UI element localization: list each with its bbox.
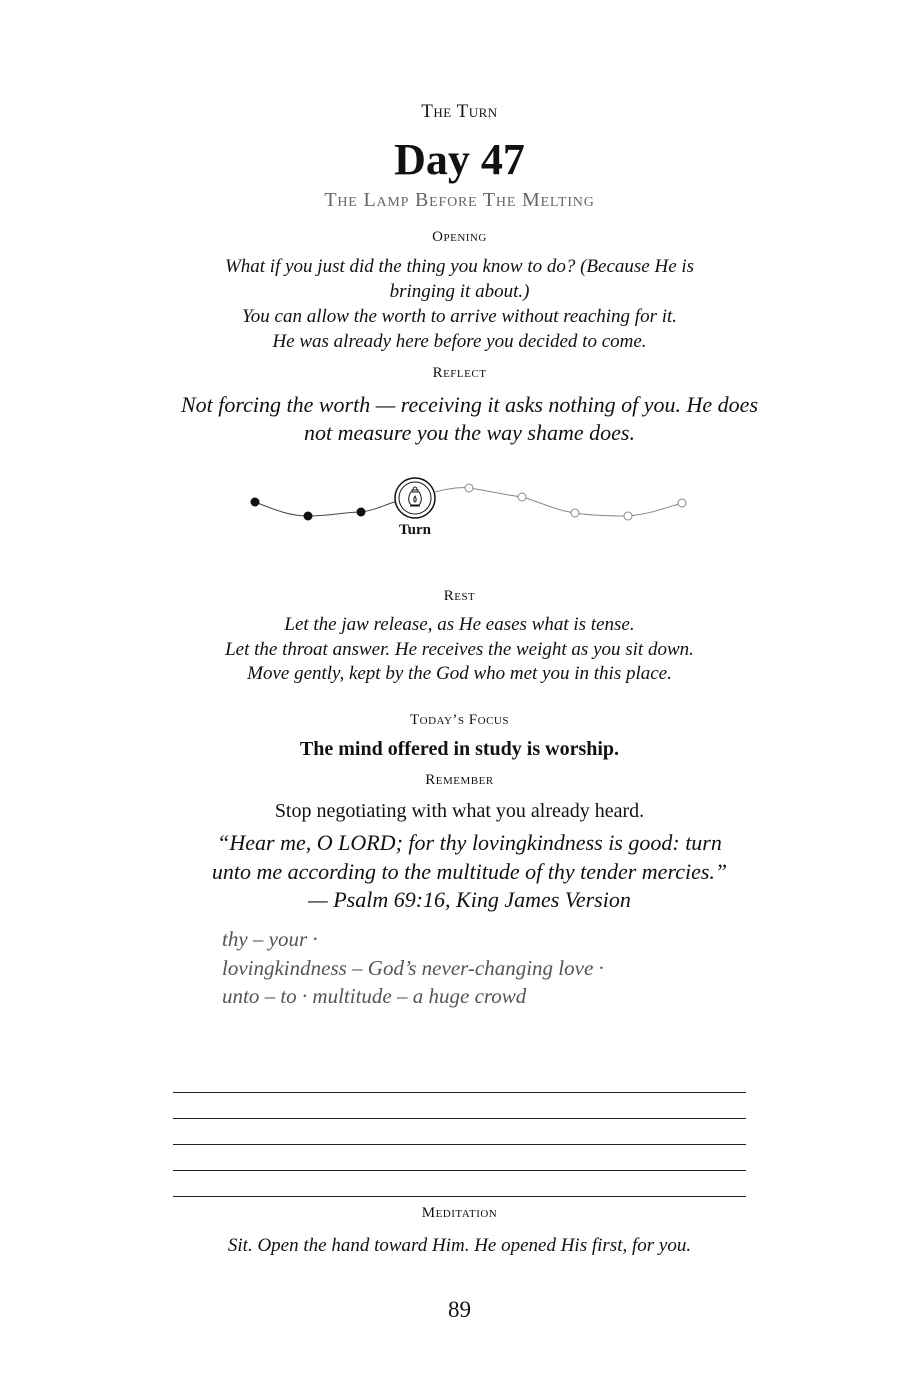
day-subtitle: The Lamp Before The Melting bbox=[324, 189, 595, 211]
glossary bbox=[222, 925, 722, 1011]
opening-line: What if you just did the thing you know to do? (Because He is bbox=[224, 256, 695, 277]
scripture-verse: “Hear me, O LORD; for thy lovingkindness is good: turn unto me according to the multitude of thy tender mercies.” — Psalm 69:16, King James Version bbox=[211, 830, 728, 912]
rest-line: Move gently, kept by the God who met you in this place. bbox=[247, 663, 672, 684]
part-title: The Turn bbox=[421, 101, 498, 122]
stage-dot bbox=[678, 499, 686, 507]
stage-dot bbox=[571, 509, 579, 517]
stage-dot bbox=[251, 498, 260, 507]
glossary-line: thy – your · bbox=[222, 927, 318, 951]
reflect-text: Not forcing the worth — receiving it asks nothing of you. He does not measure you the way shame does. bbox=[180, 392, 759, 445]
opening-label: Opening bbox=[432, 229, 487, 245]
opening-line: bringing it about.) bbox=[389, 281, 530, 302]
meditation-label: Meditation bbox=[421, 1205, 498, 1221]
remember-label: Remember bbox=[425, 772, 494, 788]
journal-lines[interactable] bbox=[173, 1092, 746, 1222]
rest-line: Let the jaw release, as He eases what is tense. bbox=[284, 614, 635, 635]
page-number: 89 bbox=[448, 1297, 471, 1322]
rest-label: Rest bbox=[443, 588, 476, 604]
current-stage-marker bbox=[395, 478, 435, 518]
stage-dot bbox=[518, 493, 526, 501]
journey-path bbox=[230, 470, 700, 550]
opening-line: He was already here before you decided to come. bbox=[272, 331, 647, 352]
focus-label: Today’s Focus bbox=[410, 712, 509, 728]
stage-dot bbox=[624, 512, 632, 520]
glossary-line: unto – to · multitude – a huge crowd bbox=[222, 984, 527, 1008]
meditation-text: Sit. Open the hand toward Him. He opened His first, for you. bbox=[227, 1235, 692, 1256]
focus-text: The mind offered in study is worship. bbox=[299, 738, 620, 760]
journal-line[interactable] bbox=[173, 1092, 746, 1118]
journal-line[interactable] bbox=[173, 1144, 746, 1170]
glossary-line: lovingkindness – God’s never-changing love · bbox=[222, 955, 604, 980]
remember-text: Stop negotiating with what you already heard. bbox=[274, 800, 645, 822]
opening-line: You can allow the worth to arrive without reaching for it. bbox=[241, 306, 678, 327]
opening-text bbox=[0, 254, 919, 354]
stage-dot bbox=[465, 484, 473, 492]
journal-line[interactable] bbox=[173, 1118, 746, 1144]
journal-line[interactable] bbox=[173, 1170, 746, 1196]
stage-dot bbox=[304, 512, 313, 521]
current-stage-label: Turn bbox=[399, 522, 431, 538]
rest-text bbox=[0, 613, 919, 687]
rest-line: Let the throat answer. He receives the weight as you sit down. bbox=[225, 638, 694, 660]
day-title: Day 47 bbox=[394, 135, 525, 184]
stage-dot bbox=[357, 508, 366, 517]
reflect-label: Reflect bbox=[432, 365, 487, 381]
